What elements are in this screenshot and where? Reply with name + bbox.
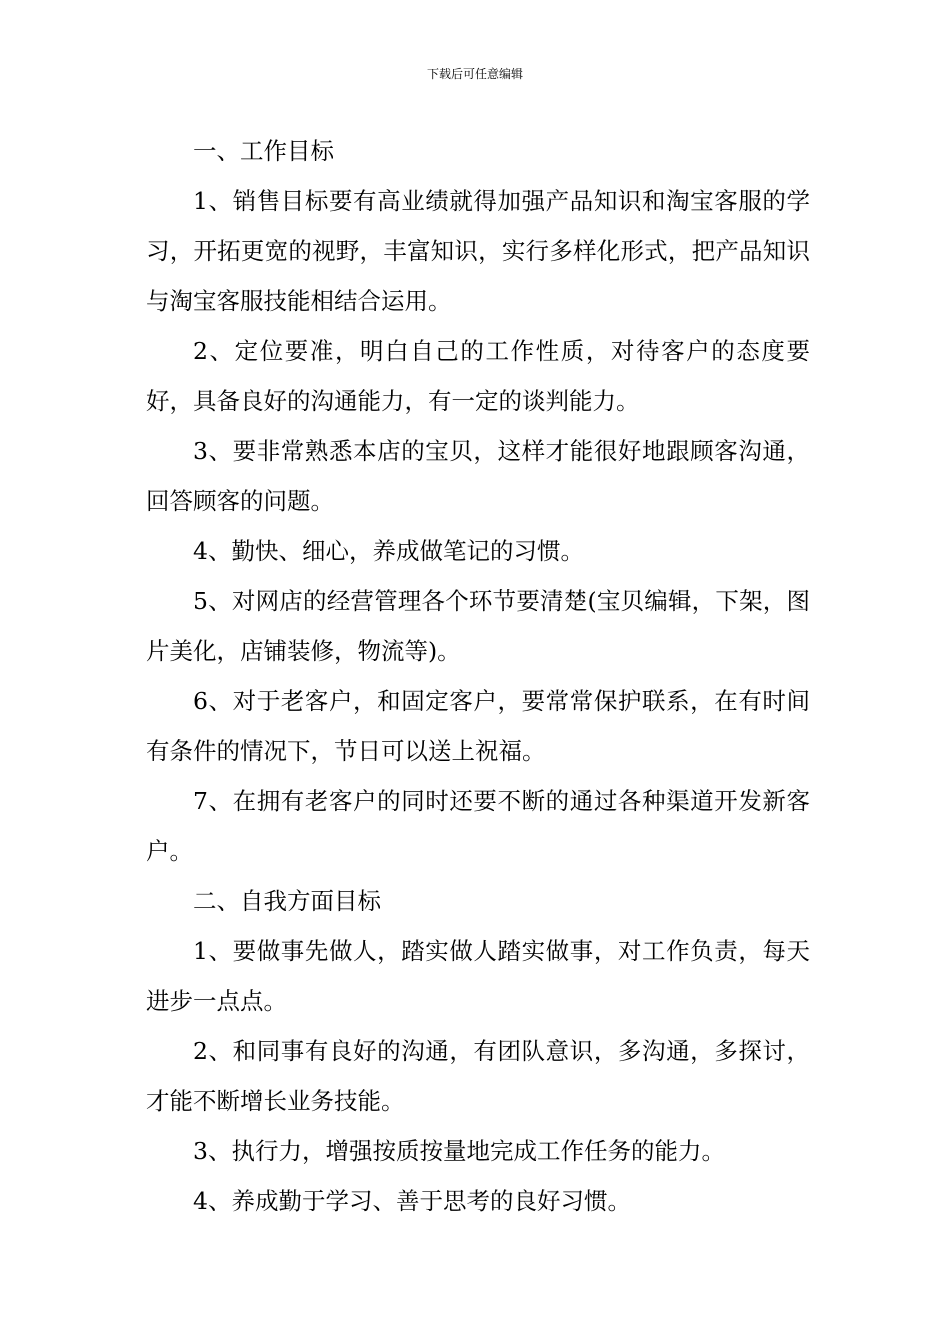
section-heading-self-goals: 二、自我方面目标 bbox=[193, 887, 381, 915]
page-header: 下载后可任意编辑 bbox=[426, 67, 523, 81]
paragraph: 1、要做事先做人，踏实做人踏实做事，对工作负责，每天进步一点点。 bbox=[146, 937, 810, 1015]
paragraph: 4、养成勤于学习、善于思考的良好习惯。 bbox=[193, 1187, 631, 1215]
paragraph: 2、定位要准，明白自己的工作性质，对待客户的态度要好，具备良好的沟通能力，有一定的谈判能力。 bbox=[146, 337, 810, 415]
paragraph: 1、销售目标要有高业绩就得加强产品知识和淘宝客服的学习，开拓更宽的视野，丰富知识，实行多样化形式，把产品知识与淘宝客服技能相结合运用。 bbox=[146, 187, 810, 315]
section-heading-work-goals: 一、工作目标 bbox=[193, 137, 334, 165]
paragraph: 7、在拥有老客户的同时还要不断的通过各种渠道开发新客户。 bbox=[146, 787, 810, 865]
paragraph: 3、要非常熟悉本店的宝贝，这样才能很好地跟顾客沟通，回答顾客的问题。 bbox=[146, 437, 810, 515]
paragraph: 6、对于老客户，和固定客户，要常常保护联系，在有时间有条件的情况下，节日可以送上祝福。 bbox=[146, 687, 810, 765]
paragraph: 2、和同事有良好的沟通，有团队意识，多沟通，多探讨，才能不断增长业务技能。 bbox=[146, 1037, 810, 1115]
document-body bbox=[146, 126, 810, 1226]
paragraph: 5、对网店的经营管理各个环节要清楚(宝贝编辑，下架，图片美化，店铺装修，物流等)。 bbox=[146, 587, 810, 665]
paragraph: 4、勤快、细心，养成做笔记的习惯。 bbox=[193, 537, 584, 565]
paragraph: 3、执行力，增强按质按量地完成工作任务的能力。 bbox=[193, 1137, 725, 1165]
